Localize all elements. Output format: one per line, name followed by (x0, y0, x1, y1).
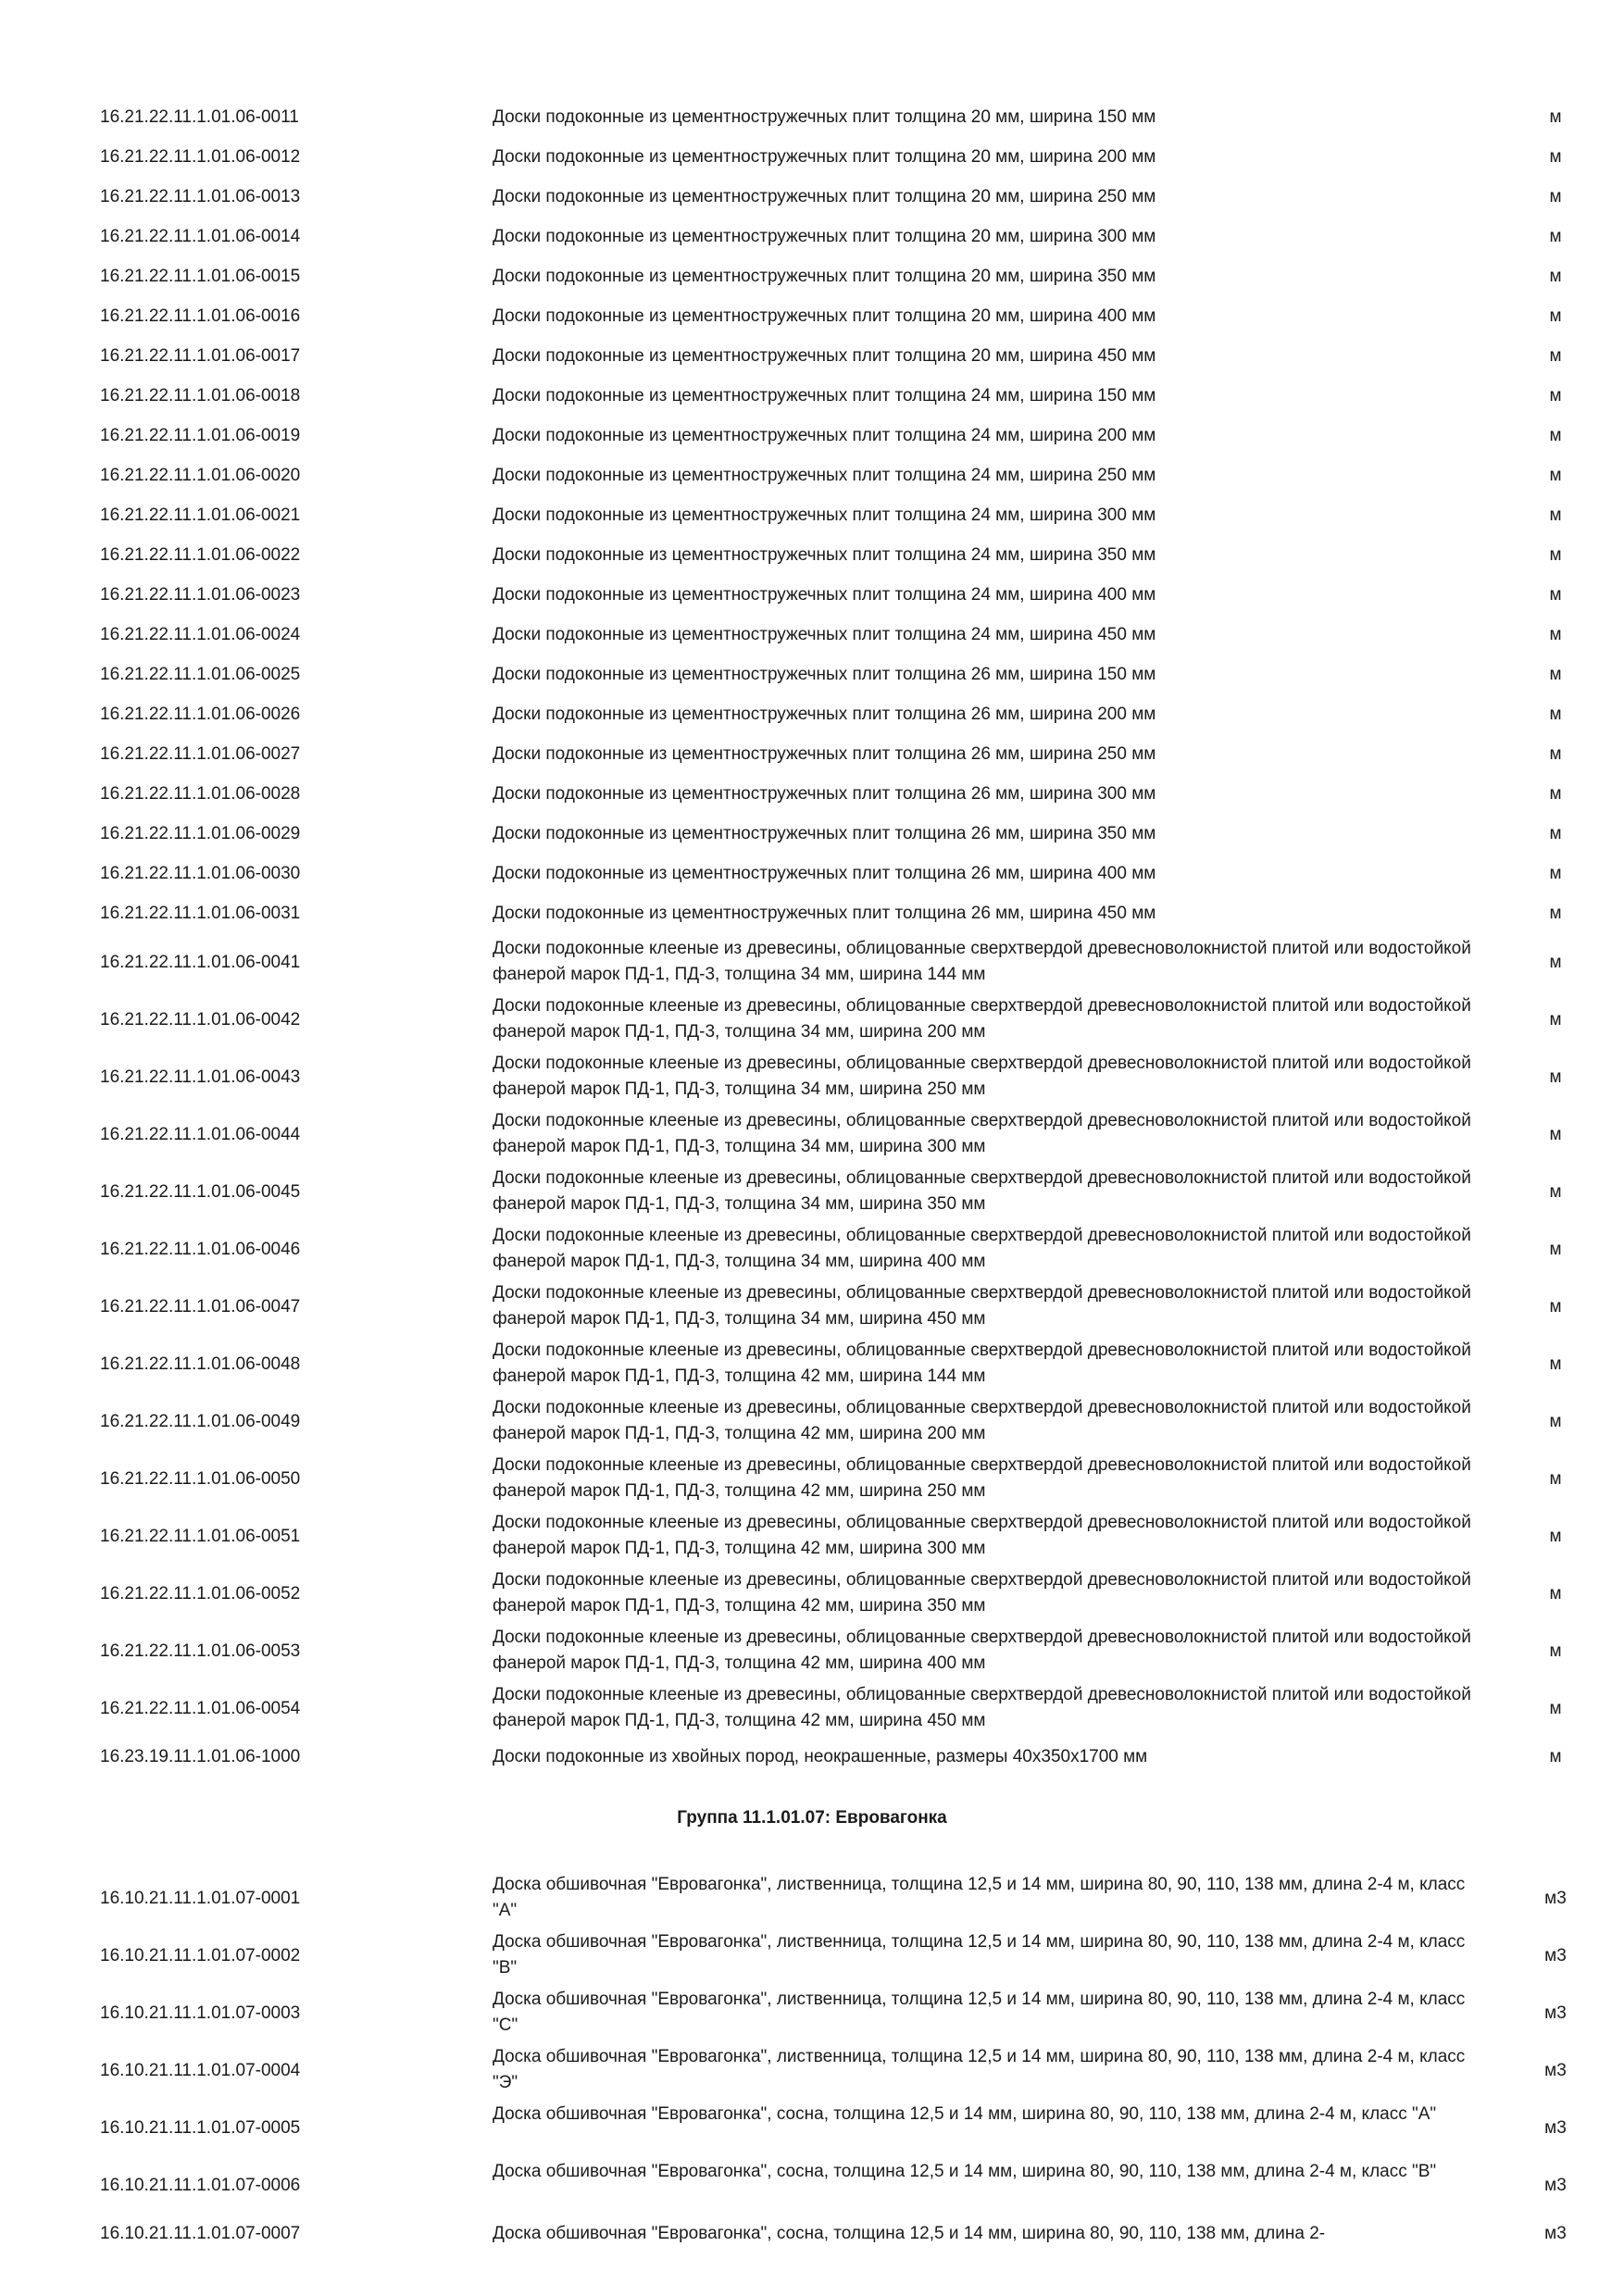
item-code: 16.21.22.11.1.01.06-0013 (100, 187, 301, 206)
item-unit: м3 (1544, 2003, 1567, 2023)
item-code: 16.10.21.11.1.01.07-0002 (100, 1946, 301, 1965)
item-unit: м (1549, 1469, 1562, 1489)
item-code: 16.21.22.11.1.01.06-0017 (100, 346, 301, 366)
item-name: Доски подоконные из хвойных пород, неокрашенные, размеры 40х350х1700 мм (493, 1747, 1148, 1766)
item-unit: м (1549, 864, 1562, 883)
item-name: Доски подоконные из цементностружечных плит толщина 26 мм, ширина 350 мм (493, 824, 1156, 843)
item-code: 16.21.22.11.1.01.06-0025 (100, 665, 301, 684)
item-unit: м3 (1544, 1946, 1567, 1965)
table-row (0, 1221, 1624, 1279)
item-name: Доски подоконные из цементностружечных плит толщина 20 мм, ширина 450 мм (493, 346, 1156, 366)
item-code: 16.21.22.11.1.01.06-0026 (100, 705, 301, 724)
table-row (0, 1508, 1624, 1566)
item-name: Доски подоконные из цементностружечных плит толщина 20 мм, ширина 350 мм (493, 267, 1156, 286)
item-unit: м (1549, 107, 1562, 127)
item-code: 16.21.22.11.1.01.06-0030 (100, 864, 301, 883)
table-row (0, 417, 1624, 456)
table-row (0, 2042, 1624, 2100)
item-code: 16.21.22.11.1.01.06-0041 (100, 953, 301, 972)
item-code: 16.21.22.11.1.01.06-0054 (100, 1699, 301, 1718)
item-unit: м (1549, 824, 1562, 843)
item-code: 16.21.22.11.1.01.06-0052 (100, 1584, 301, 1603)
item-code: 16.10.21.11.1.01.07-0003 (100, 2003, 301, 2023)
table-row (0, 992, 1624, 1049)
item-unit: м (1549, 426, 1562, 445)
table-row (0, 178, 1624, 218)
item-name: Доски подоконные из цементностружечных плит толщина 20 мм, ширина 250 мм (493, 187, 1156, 206)
item-name: Доски подоконные клееные из древесины, облицованные сверхтвердой древесноволокнистой плитой или водостойкой фанерой марок ПД-1, ПД-3, толщина 34 мм, ширина 250 мм (493, 1054, 1471, 1099)
item-name: Доска обшивочная "Евровагонка", лиственница, толщина 12,5 и 14 мм, ширина 80, 90, 110, 138 мм, длина 2-4 м, класс "С" (493, 1990, 1466, 2035)
item-code: 16.10.21.11.1.01.07-0001 (100, 1889, 301, 1908)
table-row (0, 2157, 1624, 2215)
table-row (0, 377, 1624, 417)
item-unit: м (1549, 585, 1562, 605)
item-name: Доски подоконные из цементностружечных плит толщина 20 мм, ширина 300 мм (493, 227, 1156, 246)
item-name: Доска обшивочная "Евровагонка", сосна, толщина 12,5 и 14 мм, ширина 80, 90, 110, 138 мм, длина 2-4 м, класс "А" (493, 2104, 1437, 2124)
item-name: Доски подоконные из цементностружечных плит толщина 24 мм, ширина 350 мм (493, 545, 1156, 565)
table-row (0, 456, 1624, 496)
item-code: 16.21.22.11.1.01.06-0051 (100, 1527, 301, 1546)
item-unit: м (1549, 665, 1562, 684)
table-row (0, 1566, 1624, 1623)
item-code: 16.21.22.11.1.01.06-0050 (100, 1469, 301, 1489)
table-row (0, 1870, 1624, 1928)
item-name: Доска обшивочная "Евровагонка", лиственница, толщина 12,5 и 14 мм, ширина 80, 90, 110, 138 мм, длина 2-4 м, класс "В" (493, 1932, 1466, 1978)
item-name: Доски подоконные клееные из древесины, облицованные сверхтвердой древесноволокнистой плитой или водостойкой фанерой марок ПД-1, ПД-3, толщина 42 мм, ширина 300 мм (493, 1513, 1471, 1558)
item-unit: м3 (1544, 2176, 1567, 2195)
table-row (0, 2100, 1624, 2157)
item-code: 16.21.22.11.1.01.06-0028 (100, 784, 301, 804)
table-row (0, 855, 1624, 894)
table-row (0, 2215, 1624, 2265)
item-unit: м3 (1544, 1889, 1567, 1908)
item-unit: м (1549, 1125, 1562, 1144)
item-unit: м (1549, 227, 1562, 246)
table-row (0, 934, 1624, 992)
item-unit: м (1549, 1747, 1562, 1766)
item-unit: м (1549, 1527, 1562, 1546)
item-unit: м (1549, 1067, 1562, 1087)
item-name: Доски подоконные из цементностружечных плит толщина 26 мм, ширина 400 мм (493, 864, 1156, 883)
item-unit: м (1549, 1412, 1562, 1431)
item-code: 16.21.22.11.1.01.06-0019 (100, 426, 301, 445)
item-name: Доски подоконные из цементностружечных плит толщина 20 мм, ширина 400 мм (493, 306, 1156, 326)
item-unit: м3 (1544, 2224, 1567, 2243)
item-name: Доски подоконные из цементностружечных плит толщина 24 мм, ширина 250 мм (493, 466, 1156, 485)
item-code: 16.21.22.11.1.01.06-0016 (100, 306, 301, 326)
item-unit: м (1549, 147, 1562, 167)
item-code: 16.21.22.11.1.01.06-0024 (100, 625, 301, 644)
item-name: Доска обшивочная "Евровагонка", лиственница, толщина 12,5 и 14 мм, ширина 80, 90, 110, 138 мм, длина 2-4 м, класс "А" (493, 1875, 1466, 1920)
item-name: Доски подоконные из цементностружечных плит толщина 24 мм, ширина 300 мм (493, 505, 1156, 525)
item-name: Доски подоконные из цементностружечных плит толщина 24 мм, ширина 450 мм (493, 625, 1156, 644)
table-row (0, 1279, 1624, 1336)
item-name: Доска обшивочная "Евровагонка", лиственница, толщина 12,5 и 14 мм, ширина 80, 90, 110, 138 мм, длина 2-4 м, класс "Э" (493, 2047, 1466, 2092)
item-code: 16.21.22.11.1.01.06-0045 (100, 1182, 301, 1202)
group-06-table (0, 98, 1624, 1778)
item-name: Доски подоконные клееные из древесины, облицованные сверхтвердой древесноволокнистой плитой или водостойкой фанерой марок ПД-1, ПД-3, толщина 42 мм, ширина 250 мм (493, 1455, 1471, 1501)
item-unit: м (1549, 346, 1562, 366)
item-unit: м (1549, 1354, 1562, 1374)
item-code: 16.21.22.11.1.01.06-0029 (100, 824, 301, 843)
item-unit: м (1549, 545, 1562, 565)
item-code: 16.21.22.11.1.01.06-0046 (100, 1240, 301, 1259)
item-name: Доски подоконные из цементностружечных плит толщина 26 мм, ширина 250 мм (493, 744, 1156, 764)
item-name: Доски подоконные из цементностружечных плит толщина 20 мм, ширина 150 мм (493, 107, 1156, 127)
item-code: 16.21.22.11.1.01.06-0022 (100, 545, 301, 565)
item-name: Доски подоконные из цементностружечных плит толщина 26 мм, ширина 200 мм (493, 705, 1156, 724)
item-name: Доски подоконные клееные из древесины, облицованные сверхтвердой древесноволокнистой плитой или водостойкой фанерой марок ПД-1, ПД-3, толщина 34 мм, ширина 300 мм (493, 1111, 1471, 1156)
item-unit: м (1549, 1584, 1562, 1603)
item-code: 16.23.19.11.1.01.06-1000 (100, 1747, 301, 1766)
table-row (0, 138, 1624, 178)
item-unit: м (1549, 187, 1562, 206)
table-row (0, 1049, 1624, 1106)
item-code: 16.10.21.11.1.01.07-0004 (100, 2061, 301, 2080)
item-name: Доски подоконные из цементностружечных плит толщина 24 мм, ширина 200 мм (493, 426, 1156, 445)
item-unit: м (1549, 1297, 1562, 1316)
table-row (0, 496, 1624, 536)
item-unit: м (1549, 466, 1562, 485)
table-row (0, 775, 1624, 815)
item-unit: м3 (1544, 2118, 1567, 2138)
table-row (0, 337, 1624, 377)
table-row (0, 1164, 1624, 1221)
item-name: Доски подоконные клееные из древесины, облицованные сверхтвердой древесноволокнистой плитой или водостойкой фанерой марок ПД-1, ПД-3, толщина 42 мм, ширина 450 мм (493, 1685, 1471, 1730)
item-unit: м3 (1544, 2061, 1567, 2080)
item-code: 16.21.22.11.1.01.06-0011 (100, 107, 299, 127)
item-unit: м (1549, 267, 1562, 286)
item-unit: м (1549, 625, 1562, 644)
table-row (0, 1106, 1624, 1164)
table-row (0, 1336, 1624, 1393)
item-name: Доски подоконные из цементностружечных плит толщина 20 мм, ширина 200 мм (493, 147, 1156, 167)
item-code: 16.21.22.11.1.01.06-0053 (100, 1641, 301, 1661)
item-unit: м (1549, 784, 1562, 804)
item-name: Доски подоконные клееные из древесины, облицованные сверхтвердой древесноволокнистой плитой или водостойкой фанерой марок ПД-1, ПД-3, толщина 34 мм, ширина 350 мм (493, 1168, 1471, 1214)
item-name: Доски подоконные из цементностружечных плит толщина 24 мм, ширина 400 мм (493, 585, 1156, 605)
group-07-table (0, 1870, 1624, 2265)
item-name: Доски подоконные из цементностружечных плит толщина 26 мм, ширина 300 мм (493, 784, 1156, 804)
item-name: Доски подоконные клееные из древесины, облицованные сверхтвердой древесноволокнистой плитой или водостойкой фанерой марок ПД-1, ПД-3, толщина 34 мм, ширина 144 мм (493, 939, 1471, 984)
table-row (0, 616, 1624, 655)
table-row (0, 894, 1624, 934)
item-name: Доски подоконные из цементностружечных плит толщина 26 мм, ширина 150 мм (493, 665, 1156, 684)
table-row (0, 1680, 1624, 1738)
table-row (0, 1928, 1624, 1985)
item-unit: м (1549, 306, 1562, 326)
group-heading (0, 1778, 1624, 1870)
item-unit: м (1549, 1182, 1562, 1202)
item-code: 16.10.21.11.1.01.07-0007 (100, 2224, 301, 2243)
item-name: Доски подоконные клееные из древесины, облицованные сверхтвердой древесноволокнистой плитой или водостойкой фанерой марок ПД-1, ПД-3, толщина 42 мм, ширина 350 мм (493, 1570, 1471, 1616)
item-unit: м (1549, 705, 1562, 724)
table-row (0, 297, 1624, 337)
item-unit: м (1549, 1641, 1562, 1661)
item-code: 16.21.22.11.1.01.06-0012 (100, 147, 301, 167)
item-name: Доски подоконные клееные из древесины, облицованные сверхтвердой древесноволокнистой плитой или водостойкой фанерой марок ПД-1, ПД-3, толщина 42 мм, ширина 200 мм (493, 1398, 1471, 1443)
table-row (0, 815, 1624, 855)
table-row (0, 576, 1624, 616)
item-unit: м (1549, 1699, 1562, 1718)
item-unit: м (1549, 744, 1562, 764)
item-name: Доски подоконные клееные из древесины, облицованные сверхтвердой древесноволокнистой плитой или водостойкой фанерой марок ПД-1, ПД-3, толщина 34 мм, ширина 450 мм (493, 1283, 1471, 1329)
item-code: 16.21.22.11.1.01.06-0018 (100, 386, 301, 406)
item-code: 16.21.22.11.1.01.06-0047 (100, 1297, 301, 1316)
table-row (0, 1738, 1624, 1778)
item-name: Доски подоконные клееные из древесины, облицованные сверхтвердой древесноволокнистой плитой или водостойкой фанерой марок ПД-1, ПД-3, толщина 42 мм, ширина 400 мм (493, 1628, 1471, 1673)
table-row (0, 1451, 1624, 1508)
table-row (0, 655, 1624, 695)
item-code: 16.21.22.11.1.01.06-0043 (100, 1067, 301, 1087)
item-code: 16.21.22.11.1.01.06-0015 (100, 267, 301, 286)
item-unit: м (1549, 953, 1562, 972)
item-unit: м (1549, 1010, 1562, 1029)
item-code: 16.21.22.11.1.01.06-0020 (100, 466, 301, 485)
item-unit: м (1549, 505, 1562, 525)
item-name: Доски подоконные клееные из древесины, облицованные сверхтвердой древесноволокнистой плитой или водостойкой фанерой марок ПД-1, ПД-3, толщина 42 мм, ширина 144 мм (493, 1341, 1471, 1386)
table-row (0, 735, 1624, 775)
table-row (0, 1623, 1624, 1680)
item-code: 16.21.22.11.1.01.06-0042 (100, 1010, 301, 1029)
table-row (0, 536, 1624, 576)
item-name: Доски подоконные из цементностружечных плит толщина 26 мм, ширина 450 мм (493, 904, 1156, 923)
item-name: Доски подоконные клееные из древесины, облицованные сверхтвердой древесноволокнистой плитой или водостойкой фанерой марок ПД-1, ПД-3, толщина 34 мм, ширина 200 мм (493, 996, 1471, 1042)
table-row (0, 218, 1624, 257)
item-name: Доски подоконные клееные из древесины, облицованные сверхтвердой древесноволокнистой плитой или водостойкой фанерой марок ПД-1, ПД-3, толщина 34 мм, ширина 400 мм (493, 1226, 1471, 1271)
item-code: 16.21.22.11.1.01.06-0021 (100, 505, 301, 525)
item-code: 16.10.21.11.1.01.07-0005 (100, 2118, 301, 2138)
item-code: 16.21.22.11.1.01.06-0027 (100, 744, 301, 764)
group-title: Группа 11.1.01.07: Евровагонка (677, 1808, 947, 1828)
item-code: 16.21.22.11.1.01.06-0031 (100, 904, 301, 923)
item-name: Доски подоконные из цементностружечных плит толщина 24 мм, ширина 150 мм (493, 386, 1156, 406)
item-code: 16.10.21.11.1.01.07-0006 (100, 2176, 301, 2195)
price-list-page (0, 98, 1624, 2265)
table-row (0, 257, 1624, 297)
item-code: 16.21.22.11.1.01.06-0023 (100, 585, 301, 605)
table-row (0, 98, 1624, 138)
item-unit: м (1549, 1240, 1562, 1259)
item-unit: м (1549, 904, 1562, 923)
item-code: 16.21.22.11.1.01.06-0014 (100, 227, 301, 246)
item-name: Доска обшивочная "Евровагонка", сосна, толщина 12,5 и 14 мм, ширина 80, 90, 110, 138 мм, длина 2- (493, 2224, 1326, 2243)
item-code: 16.21.22.11.1.01.06-0049 (100, 1412, 301, 1431)
item-code: 16.21.22.11.1.01.06-0044 (100, 1125, 301, 1144)
item-unit: м (1549, 386, 1562, 406)
table-row (0, 1985, 1624, 2042)
table-row (0, 695, 1624, 735)
item-name: Доска обшивочная "Евровагонка", сосна, толщина 12,5 и 14 мм, ширина 80, 90, 110, 138 мм, длина 2-4 м, класс "В" (493, 2162, 1437, 2181)
item-code: 16.21.22.11.1.01.06-0048 (100, 1354, 301, 1374)
table-row (0, 1393, 1624, 1451)
